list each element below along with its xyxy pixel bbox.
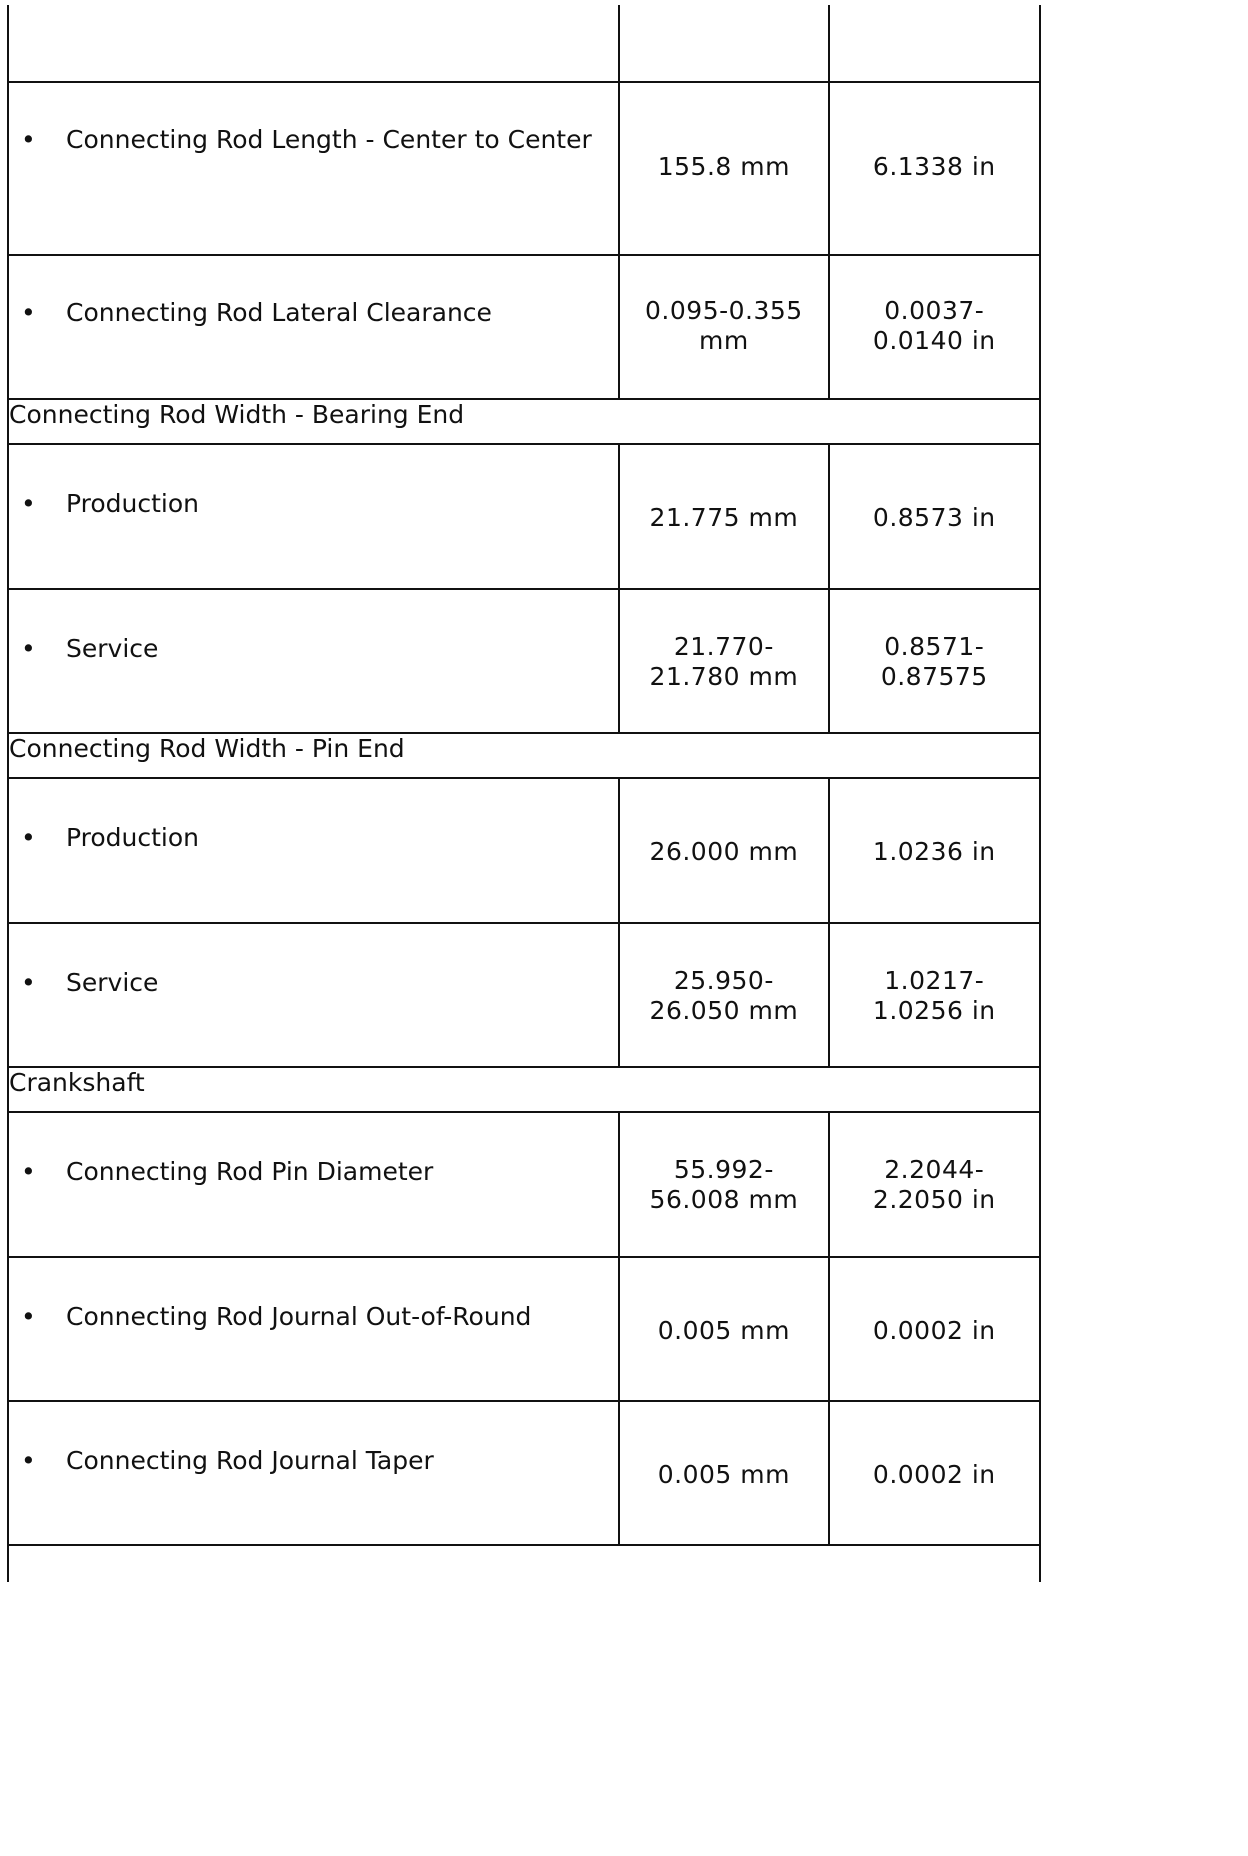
imperial-value-cell (829, 589, 1040, 733)
bullet-icon: • (21, 125, 36, 154)
imperial-value-cell (829, 82, 1040, 255)
spec-label: Connecting Rod Length - Center to Center (66, 125, 592, 154)
spec-label-cell (8, 589, 619, 733)
bullet-icon: • (21, 1157, 36, 1186)
imperial-value: 0.0002 in (872, 1316, 996, 1345)
spec-label-cell (8, 82, 619, 255)
section-row (8, 733, 1040, 778)
metric-value-cell (619, 1401, 828, 1545)
metric-value-cell (619, 255, 828, 399)
spec-label-cell (8, 1257, 619, 1401)
metric-value-cell (619, 778, 828, 923)
table-row (8, 82, 1040, 255)
table-row (8, 923, 1040, 1067)
bullet-icon: • (21, 298, 36, 327)
imperial-value: 2.2044-2.2050 in (872, 1155, 996, 1214)
spec-label: Service (66, 634, 159, 663)
spec-label: Service (66, 968, 159, 997)
section-heading: Connecting Rod Width - Pin End (9, 734, 405, 763)
metric-value: 0.005 mm (657, 1316, 790, 1345)
section-heading: Connecting Rod Width - Bearing End (9, 400, 465, 429)
metric-value-cell (619, 82, 828, 255)
table-row (8, 1112, 1040, 1257)
imperial-value: 1.0217-1.0256 in (872, 966, 996, 1025)
imperial-value-cell (829, 778, 1040, 923)
metric-value-cell (619, 1112, 828, 1257)
bullet-icon: • (21, 489, 36, 518)
spec-label: Connecting Rod Journal Taper (66, 1446, 434, 1475)
metric-value: 0.095-0.355 mm (645, 296, 803, 355)
imperial-value: 6.1338 in (872, 152, 996, 181)
metric-value-cell (619, 923, 828, 1067)
spec-label: Production (66, 489, 200, 518)
spec-label: Connecting Rod Journal Out-of-Round (66, 1302, 532, 1331)
bullet-icon: • (21, 1446, 36, 1475)
spec-label-cell (8, 778, 619, 923)
imperial-value-cell (829, 923, 1040, 1067)
spacer-cell (8, 5, 619, 82)
imperial-value: 0.0037-0.0140 in (872, 296, 996, 355)
spec-label: Connecting Rod Lateral Clearance (66, 298, 492, 327)
table-row (8, 589, 1040, 733)
spacer-cell (829, 5, 1040, 82)
spec-label: Production (66, 823, 200, 852)
metric-value-cell (619, 444, 828, 589)
spec-label-cell (8, 255, 619, 399)
table-row (8, 444, 1040, 589)
spec-label: Connecting Rod Pin Diameter (66, 1157, 434, 1186)
metric-value-cell (619, 1257, 828, 1401)
metric-value: 55.992-56.008 mm (649, 1155, 799, 1214)
table-row (8, 778, 1040, 923)
imperial-value: 0.8573 in (872, 503, 996, 532)
bullet-icon: • (21, 634, 36, 663)
imperial-value-cell (829, 1257, 1040, 1401)
section-row (8, 1067, 1040, 1112)
imperial-value: 0.8571-0.87575 (880, 632, 988, 691)
section-cell (8, 399, 1040, 444)
imperial-value: 1.0236 in (872, 837, 996, 866)
section-row (8, 399, 1040, 444)
table-continuation (7, 1542, 1041, 1582)
metric-value: 25.950-26.050 mm (649, 966, 799, 1025)
spec-label-cell (8, 444, 619, 589)
metric-value: 0.005 mm (657, 1460, 790, 1489)
bullet-icon: • (21, 968, 36, 997)
metric-value: 155.8 mm (657, 152, 790, 181)
table-row (8, 1257, 1040, 1401)
section-heading: Crankshaft (9, 1068, 145, 1097)
metric-value: 21.770-21.780 mm (649, 632, 799, 691)
table-row (8, 5, 1040, 82)
table-row (8, 1401, 1040, 1545)
imperial-value-cell (829, 255, 1040, 399)
imperial-value-cell (829, 1401, 1040, 1545)
specification-table (7, 5, 1041, 1546)
section-cell (8, 733, 1040, 778)
metric-value: 21.775 mm (649, 503, 799, 532)
spacer-cell (619, 5, 828, 82)
section-cell (8, 1067, 1040, 1112)
spec-label-cell (8, 1401, 619, 1545)
metric-value-cell (619, 589, 828, 733)
bullet-icon: • (21, 1302, 36, 1331)
spec-label-cell (8, 923, 619, 1067)
imperial-value-cell (829, 444, 1040, 589)
table-row (8, 255, 1040, 399)
bullet-icon: • (21, 823, 36, 852)
imperial-value: 0.0002 in (872, 1460, 996, 1489)
metric-value: 26.000 mm (649, 837, 799, 866)
imperial-value-cell (829, 1112, 1040, 1257)
spec-label-cell (8, 1112, 619, 1257)
